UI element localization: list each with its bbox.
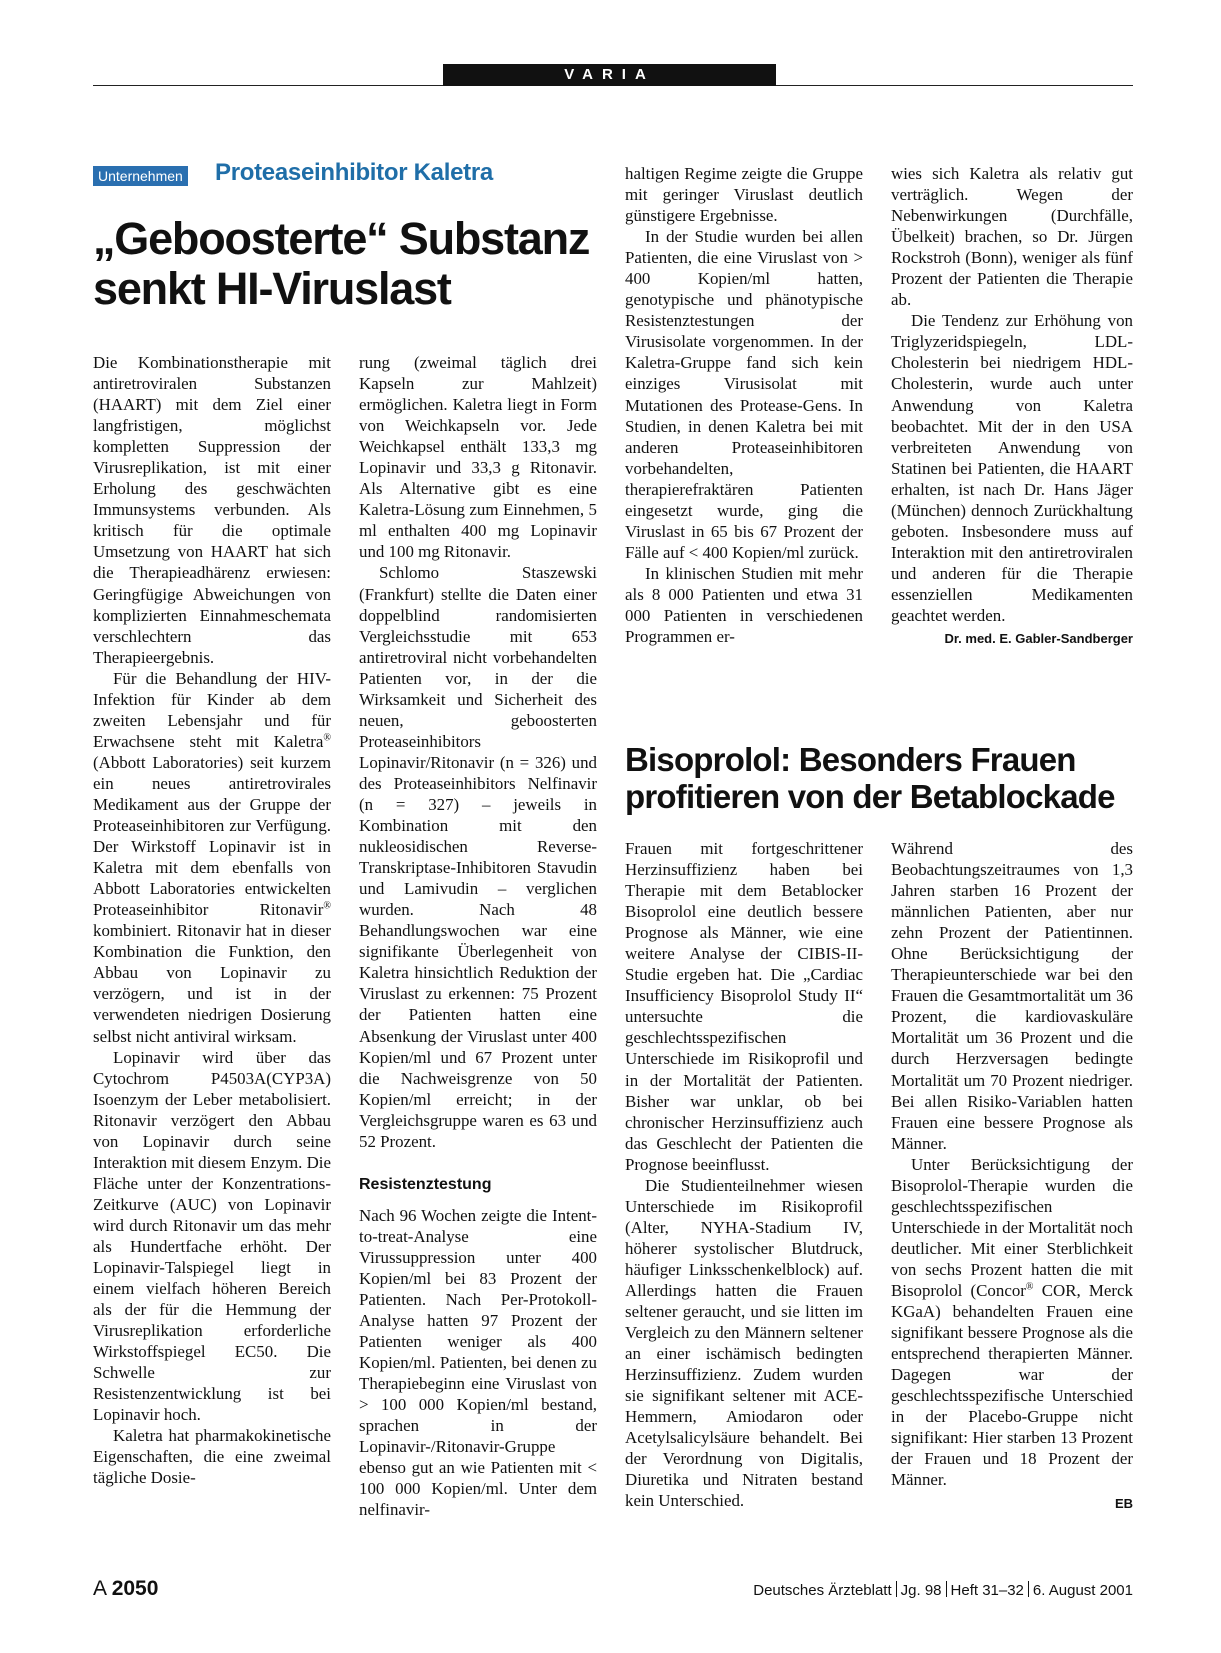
- paragraph: Schlomo Staszewski (Frankfurt) stellte die Daten einer doppelblind randomisierten Vergleichsstudie mit 653 antiretroviral nicht vorbehandelten Patienten vor, in der die Wirksamkeit und Sicherheit des neuen, geboosterten Proteaseinhibitors Lopinavir/Ritonavir (n = 326) und des Proteaseinhibitors Nelfinavir (n = 327) – jeweils in Kombination mit den nukleosidischen Reverse-Transkriptase-Inhibitoren Stavudin und Lamivudin – verglichen wurden. Nach 48 Behandlungswochen war eine signifikante Überlegenheit von Kaletra hinsichtlich Reduktion der Viruslast zu erkennen: 75 Prozent der Patienten hatten eine Absenkung der Viruslast unter 400 Kopien/ml und 67 Prozent unter die Nachweisgrenze von 50 Kopien/ml erreicht; in der Vergleichsgruppe waren es 63 und 52 Prozent.: [359, 563, 597, 1151]
- page-number-value: 2050: [111, 1577, 159, 1600]
- section-subheading: Resistenztestung: [359, 1175, 492, 1193]
- paragraph: wies sich Kaletra als relativ gut verträglich. Wegen der Nebenwirkungen (Durchfälle, Übelkeit) brachen, so Dr. Jürgen Rockstroh (Bonn), weniger als fünf Prozent der Patienten die Therapie ab.: [891, 164, 1133, 310]
- divider: [946, 1581, 947, 1597]
- article1-column-2: [359, 352, 597, 1521]
- article-kicker: Proteaseinhibitor Kaletra: [215, 159, 493, 186]
- journal-volume: Jg. 98: [900, 1582, 942, 1599]
- page-number: [93, 1577, 158, 1601]
- paragraph: rung (zweimal täglich drei Kapseln zur Mahlzeit) ermöglichen. Kaletra liegt in Form von Weichkapseln vor. Jede Weichkapsel enthält 133,3 mg Lopinavir und 33,3 g Ritonavir. Als Alternative gibt es eine Kaletra-Lösung zum Einnehmen, 5 ml enthalten 400 mg Lopinavir und 100 mg Ritonavir.: [359, 353, 597, 562]
- divider: [896, 1581, 897, 1597]
- article2-title: Bisoprolol: Besonders Frauen profitieren von der Betablockade: [625, 741, 1115, 815]
- paragraph: Die Kombinationstherapie mit antiretroviralen Substanzen (HAART) mit dem Ziel einer langfristigen, möglichst kompletten Suppression der Virusreplikation, ist mit einer Erholung des geschwächten Immunsystems verbunden. Als kritisch für die optimale Umsetzung von HAART hat sich die Therapieadhärenz erwiesen: Geringfügige Abweichungen von komplizierten Einnahmeschemata verschlechtern das Therapieergebnis.: [93, 353, 331, 667]
- author-initials: EB: [1114, 1496, 1133, 1512]
- article1-column-3: [625, 163, 863, 647]
- paragraph: Frauen mit fortgeschrittener Herzinsuffizienz haben bei Therapie mit dem Betablocker Bisoprolol eine deutlich bessere Prognose als Männer, wie eine weitere Analyse der CIBIS-II-Studie ergeben hat. Die „Cardiac Insufficiency Bisoprolol Study II“ untersuchte die geschlechtsspezifischen Unterschiede im Risikoprofil und in der Mortalität der Patienten. Bisher war unklar, ob bei chronischer Herzinsuffizienz auch das Geschlecht der Patienten die Prognose beeinflusst.: [625, 839, 863, 1174]
- paragraph: Die Studienteilnehmer wiesen Unterschiede im Risikoprofil (Alter, NYHA-Stadium IV, höherer systolischer Blutdruck, häufiger Linksschenkelblock) auf. Allerdings hatten die Frauen seltener geraucht, und sie litten im Vergleich zu den Männern seltener an einer ischämisch bedingten Herzinsuffizienz. Zudem wurden sie signifikant seltener mit ACE-Hemmern, Amiodaron oder Acetylsalicylsäure behandelt. Bei der Verordnung von Digitalis, Diuretika und Nitraten bestand kein Unterschied.: [625, 1175, 863, 1511]
- paragraph: Kaletra hat pharmakokinetische Eigenschaften, die eine zweimal tägliche Dosie-: [93, 1426, 331, 1488]
- article-title: „Geboosterte“ Substanz senkt HI-Viruslast: [93, 213, 590, 314]
- category-tag: Unternehmen: [93, 166, 188, 186]
- page-prefix: A: [93, 1577, 106, 1600]
- journal-info: [753, 1581, 1133, 1599]
- paragraph: Nach 96 Wochen zeigte die Intent-to-treat-Analyse eine Virussuppression unter 400 Kopien/ml bei 83 Prozent der Patienten. Nach Per-Protokoll-Analyse hatten 97 Prozent der Patienten weniger als 400 Kopien/ml. Patienten, bei denen zu Therapiebeginn eine Viruslast von > 100 000 Kopien/ml bestand, sprachen in der Lopinavir-/Ritonavir-Gruppe ebenso gut an wie Patienten mit < 100 000 Kopien/ml. Unter dem nelfinavir-: [359, 1205, 597, 1520]
- paragraph: In der Studie wurden bei allen Patienten, die eine Viruslast von > 400 Kopien/ml hatten, genotypische und phänotypische Resistenztestungen der Virusisolate vorgenommen. In der Kaletra-Gruppe fand sich kein einziges Virusisolat mit Mutationen des Protease-Gens. In Studien, in denen Kaletra bei mit anderen Proteaseinhibitoren vorbehandelten, therapierefraktären Patienten eingesetzt wurde, ging die Viruslast in 65 bis 67 Prozent der Fälle auf < 400 Kopien/ml zurück.: [625, 227, 863, 562]
- journal-name: Deutsches Ärzteblatt: [753, 1582, 892, 1599]
- section-label: VARIA: [443, 64, 776, 86]
- paragraph: Die Tendenz zur Erhöhung von Triglyzeridspiegeln, LDL-Cholesterin bei niedrigem HDL-Cholesterin, wurde auch unter Anwendung von Kaletra beobachtet. Mit der in den USA verbreiteten Anwendung von Statinen bei Patienten, die HAART erhalten, ist nach Dr. Hans Jäger (München) dennoch Zurückhaltung geboten. Insbesondere muss auf Interaktion mit den antiretroviralen und anderen für die Therapie essenziellen Medikamenten geachtet werden.: [891, 311, 1133, 625]
- paragraph: haltigen Regime zeigte die Gruppe mit geringer Viruslast deutlich günstigere Ergebnisse.: [625, 164, 863, 226]
- paragraph: Lopinavir wird über das Cytochrom P4503A(CYP3A) Isoenzym der Leber metabolisiert. Ritonavir verzögert den Abbau von Lopinavir durch seine Interaktion mit diesem Enzym. Die Fläche unter der Konzentrations-Zeitkurve (AUC) von Lopinavir wird durch Ritonavir um das mehr als Hundertfache erhöht. Der Lopinavir-Talspiegel liegt in einem vielfach höheren Bereich als der für die Hemmung der Virusreplikation erforderliche Wirkstoffspiegel EC50. Die Schwelle zur Resistenzentwicklung ist bei Lopinavir hoch.: [93, 1047, 331, 1425]
- journal-issue: Heft 31–32: [950, 1582, 1024, 1599]
- paragraph: In klinischen Studien mit mehr als 8 000 Patienten und etwa 31 000 Patienten in verschiedenen Programmen er-: [625, 563, 863, 647]
- divider: [1028, 1581, 1029, 1597]
- paragraph: Unter Berücksichtigung der Bisoprolol-Therapie wurden die geschlechtsspezifischen Unterschiede in der Mortalität noch deutlicher. Mit einer Sterblichkeit von sechs Prozent hatten die mit Bisoprolol (Concor® COR, Merck KGaA) behandelten Frauen eine signifikant bessere Prognose als die entsprechend therapierten Männer. Dagegen war der geschlechtsspezifische Unterschied in der Placebo-Gruppe nicht signifikant: Hier starben 13 Prozent der Frauen und 18 Prozent der Männer.: [891, 1154, 1133, 1490]
- author-signature: Dr. med. E. Gabler-Sandberger: [944, 631, 1133, 647]
- article2-column-2: [891, 838, 1133, 1515]
- article1-column-1: [93, 352, 331, 1489]
- article2-column-1: [625, 838, 863, 1512]
- journal-date: 6. August 2001: [1032, 1582, 1133, 1599]
- article1-column-4: [891, 163, 1133, 649]
- paragraph: Für die Behandlung der HIV-Infektion für Kinder ab dem zweiten Lebensjahr und für Erwachsene steht mit Kaletra® (Abbott Laboratories) seit kurzem ein neues antiretrovirales Medikament aus der Gruppe der Proteaseinhibitoren zur Verfügung. Der Wirkstoff Lopinavir ist in Kaletra mit dem ebenfalls von Abbott Laboratories entwickelten Proteaseinhibitor Ritonavir® kombiniert. Ritonavir hat in dieser Kombination die Funktion, den Abbau von Lopinavir zu verzögern, und ist in der verwendeten niedrigen Dosierung selbst nicht antiviral wirksam.: [93, 668, 331, 1046]
- paragraph: Während des Beobachtungszeitraumes von 1,3 Jahren starben 16 Prozent der männlichen Patienten, aber nur zehn Prozent der Patientinnen. Ohne Berücksichtigung der Therapieunterschiede war bei den Frauen die Gesamtmortalität um 36 Prozent, die kardiovaskuläre Mortalität um 36 Prozent und die durch Herzversagen bedingte Mortalität um 70 Prozent niedriger. Bei allen Risiko-Variablen hatten Frauen eine bessere Prognose als Männer.: [891, 839, 1133, 1153]
